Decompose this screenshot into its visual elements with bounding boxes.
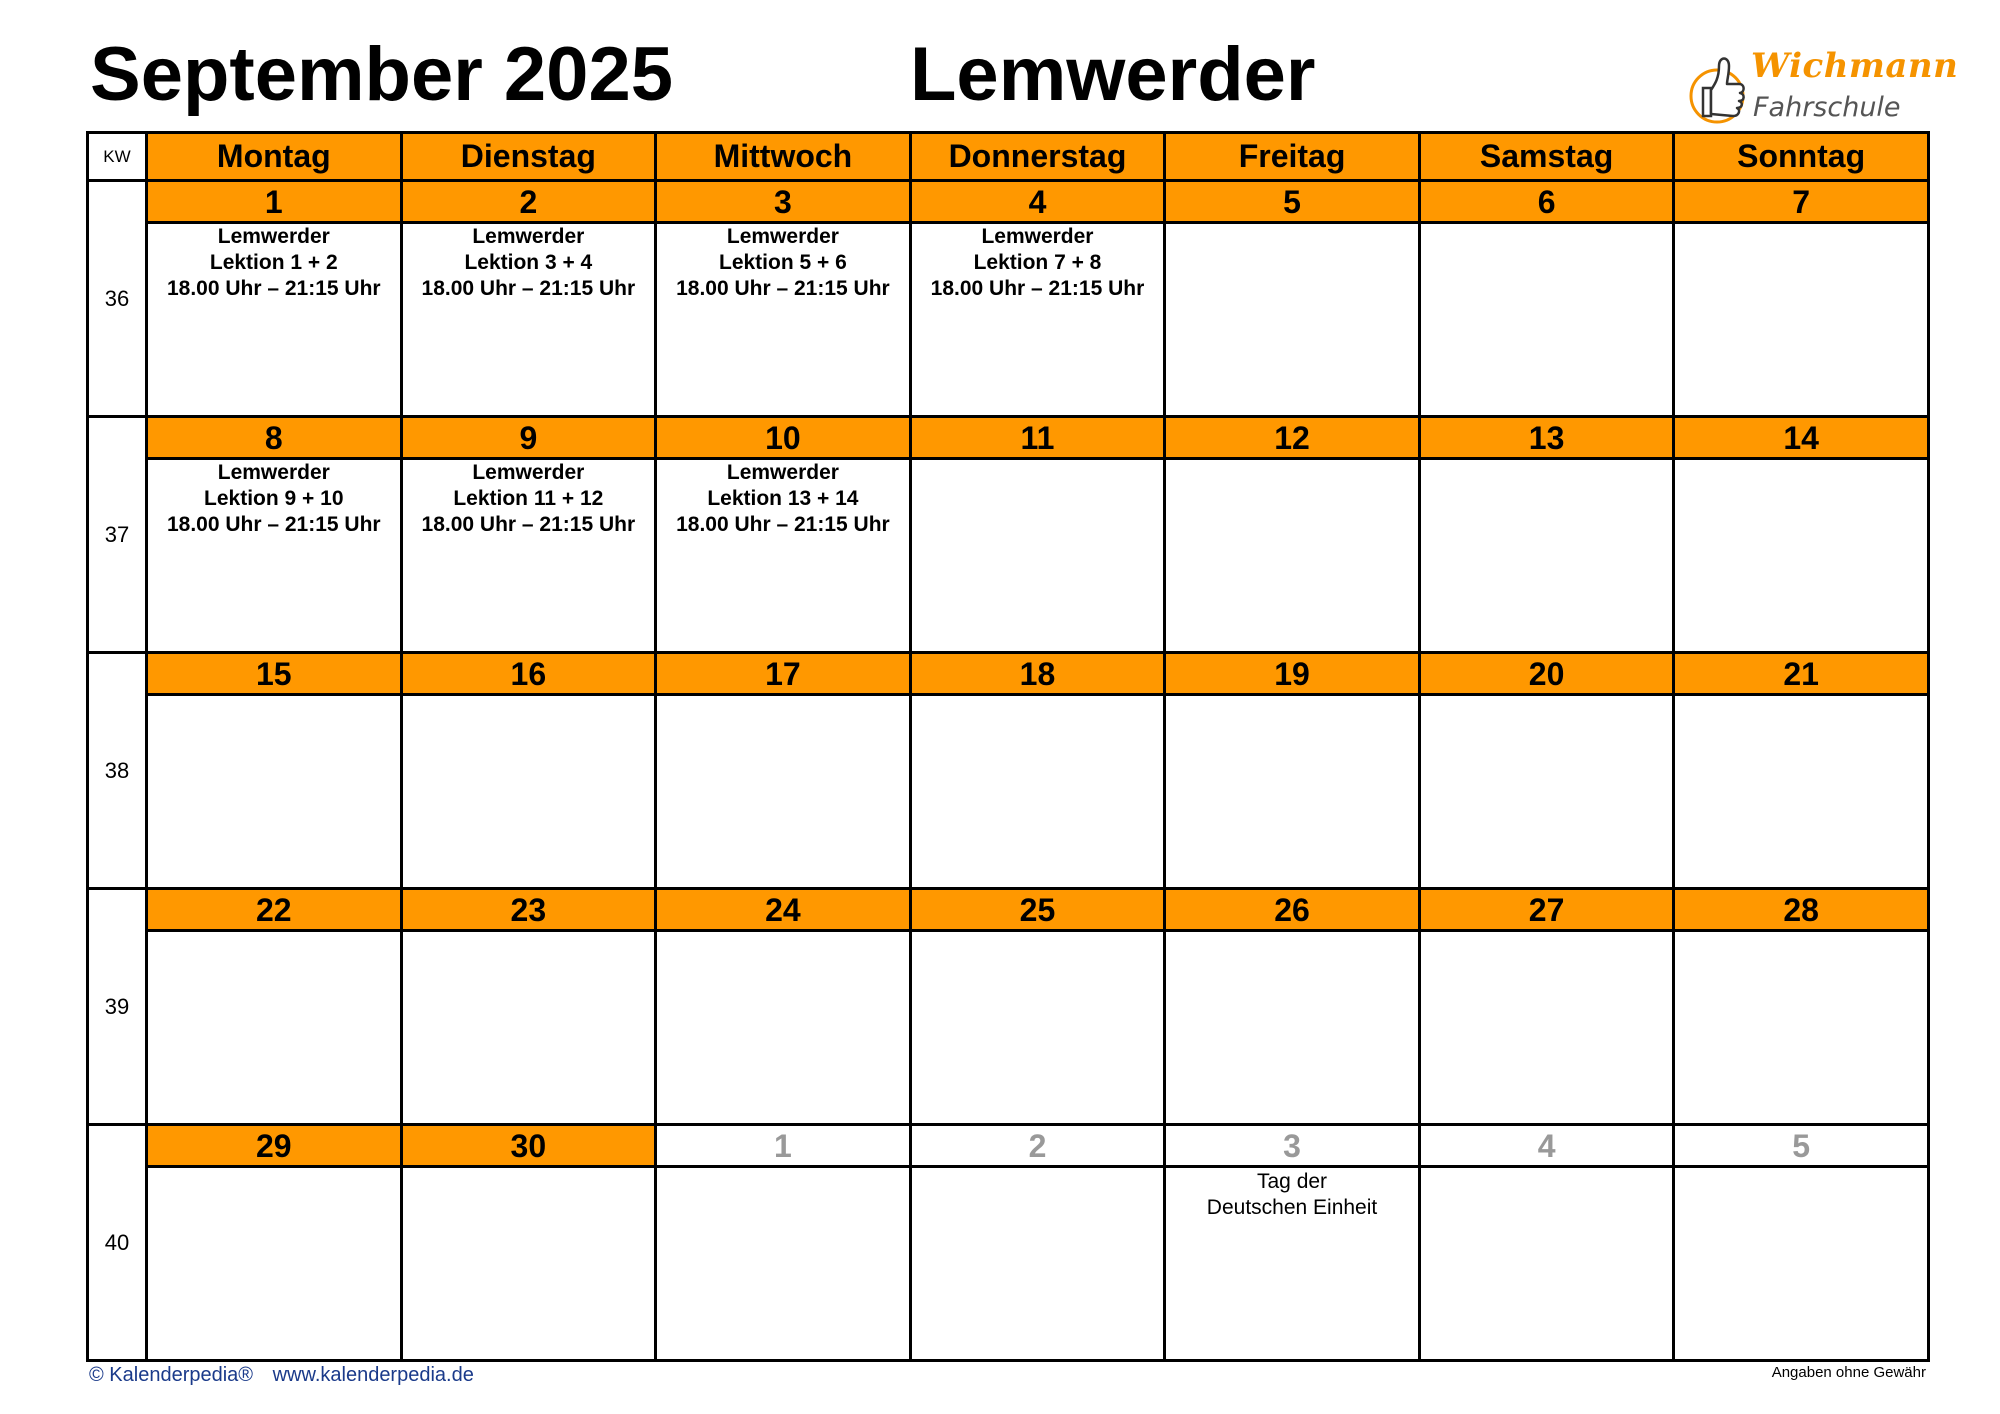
day-cell (656, 1167, 911, 1361)
date-number: 8 (147, 417, 402, 459)
date-number: 4 (910, 181, 1165, 223)
event-line: Lektion 7 + 8 (973, 251, 1102, 274)
day-cell (656, 931, 911, 1125)
month-title: September 2025 (90, 32, 673, 117)
logo-subtitle: Fahrschule (1753, 92, 1901, 123)
date-number: 24 (656, 889, 911, 931)
day-content-row (88, 223, 1929, 417)
day-content-row (88, 459, 1929, 653)
event-line: Lektion 1 + 2 (209, 251, 338, 274)
day-cell (1674, 1167, 1929, 1361)
date-number: 17 (656, 653, 911, 695)
event-line: 18.00 Uhr – 21:15 Uhr (166, 513, 381, 536)
day-cell (401, 459, 656, 653)
date-number: 27 (1419, 889, 1674, 931)
day-cell (1419, 695, 1674, 889)
day-cell (1419, 223, 1674, 417)
date-number-next-month: 3 (1165, 1125, 1420, 1167)
kw-header: KW (88, 133, 147, 181)
day-cell (1165, 695, 1420, 889)
event-line: Lektion 5 + 6 (719, 251, 847, 274)
calendar-week-number: 40 (88, 1125, 147, 1361)
day-cell (1165, 223, 1420, 417)
date-number-next-month: 2 (910, 1125, 1165, 1167)
event-line: 18.00 Uhr – 21:15 Uhr (166, 277, 381, 300)
logo-brand: Wichmann (1751, 46, 1959, 86)
weekday-header: Samstag (1419, 133, 1674, 181)
day-cell (1165, 931, 1420, 1125)
event-line: Lemwerder (472, 461, 585, 484)
day-cell (1674, 695, 1929, 889)
date-number-next-month: 5 (1674, 1125, 1929, 1167)
day-cell (147, 459, 402, 653)
date-number: 14 (1674, 417, 1929, 459)
date-number: 19 (1165, 653, 1420, 695)
weekday-header: Mittwoch (656, 133, 911, 181)
date-number: 21 (1674, 653, 1929, 695)
day-content-row (88, 1167, 1929, 1361)
date-number: 22 (147, 889, 402, 931)
day-cell (1419, 1167, 1674, 1361)
event-line: Lemwerder (217, 225, 330, 248)
date-number: 26 (1165, 889, 1420, 931)
date-number: 9 (401, 417, 656, 459)
date-number: 20 (1419, 653, 1674, 695)
day-cell (910, 223, 1165, 417)
day-cell (401, 695, 656, 889)
date-number: 13 (1419, 417, 1674, 459)
event-line: 18.00 Uhr – 21:15 Uhr (676, 277, 890, 300)
weekday-header: Dienstag (401, 133, 656, 181)
date-number-row (88, 417, 1929, 459)
date-number-next-month: 1 (656, 1125, 911, 1167)
date-number-row (88, 181, 1929, 223)
calendar-grid (86, 131, 1930, 1362)
date-number: 16 (401, 653, 656, 695)
holiday-label: Tag der (1257, 1170, 1328, 1193)
day-cell (1674, 223, 1929, 417)
day-cell (910, 459, 1165, 653)
day-cell (1165, 459, 1420, 653)
event-line: 18.00 Uhr – 21:15 Uhr (676, 513, 890, 536)
date-number-next-month: 4 (1419, 1125, 1674, 1167)
date-number: 5 (1165, 181, 1420, 223)
day-cell (910, 1167, 1165, 1361)
date-number-row (88, 1125, 1929, 1167)
weekday-header: Donnerstag (910, 133, 1165, 181)
event-line: 18.00 Uhr – 21:15 Uhr (421, 513, 636, 536)
event-line: Lemwerder (726, 461, 839, 484)
footer-credit (89, 1364, 488, 1387)
date-number-row (88, 889, 1929, 931)
date-number: 11 (910, 417, 1165, 459)
date-number: 18 (910, 653, 1165, 695)
footer-disclaimer: Angaben ohne Gewähr (1771, 1364, 1926, 1381)
date-number-row (88, 653, 1929, 695)
calendar-week-number: 38 (88, 653, 147, 889)
event-line: 18.00 Uhr – 21:15 Uhr (930, 277, 1145, 300)
footer-url-link[interactable]: www.kalenderpedia.de (272, 1364, 474, 1386)
day-cell (656, 459, 911, 653)
day-cell (1419, 931, 1674, 1125)
date-number: 7 (1674, 181, 1929, 223)
place-title: Lemwerder (910, 32, 1316, 117)
date-number: 23 (401, 889, 656, 931)
day-content-row (88, 931, 1929, 1125)
calendar-week-number: 36 (88, 181, 147, 417)
calendar-week-number: 37 (88, 417, 147, 653)
day-cell (147, 1167, 402, 1361)
day-cell (910, 695, 1165, 889)
day-cell (1674, 931, 1929, 1125)
weekday-header: Montag (147, 133, 402, 181)
date-number: 10 (656, 417, 911, 459)
date-number: 12 (1165, 417, 1420, 459)
day-cell (401, 931, 656, 1125)
event-line: Lemwerder (981, 225, 1094, 248)
day-cell (656, 695, 911, 889)
weekday-header: Sonntag (1674, 133, 1929, 181)
event-line: Lektion 13 + 14 (707, 487, 859, 510)
day-cell (1419, 459, 1674, 653)
day-cell (910, 931, 1165, 1125)
date-number: 3 (656, 181, 911, 223)
day-cell (147, 223, 402, 417)
event-line: Lektion 11 + 12 (453, 487, 604, 510)
fahrschule-logo (1685, 40, 1959, 135)
event-line: 18.00 Uhr – 21:15 Uhr (421, 277, 636, 300)
date-number: 25 (910, 889, 1165, 931)
date-number: 1 (147, 181, 402, 223)
date-number: 30 (401, 1125, 656, 1167)
date-number: 29 (147, 1125, 402, 1167)
holiday-label: Deutschen Einheit (1206, 1196, 1378, 1219)
calendar-week-number: 39 (88, 889, 147, 1125)
day-cell (1674, 459, 1929, 653)
day-content-row (88, 695, 1929, 889)
thumbs-up-icon (1685, 44, 1749, 130)
day-cell (147, 931, 402, 1125)
event-line: Lemwerder (726, 225, 839, 248)
day-cell (401, 1167, 656, 1361)
date-number: 15 (147, 653, 402, 695)
footer-copyright: © Kalenderpedia® (89, 1364, 254, 1386)
event-line: Lektion 9 + 10 (204, 487, 344, 510)
event-line: Lektion 3 + 4 (464, 251, 593, 274)
day-cell (656, 223, 911, 417)
date-number: 28 (1674, 889, 1929, 931)
event-line: Lemwerder (472, 225, 585, 248)
day-cell (147, 695, 402, 889)
weekday-header: Freitag (1165, 133, 1420, 181)
day-cell (401, 223, 656, 417)
date-number: 2 (401, 181, 656, 223)
event-line: Lemwerder (217, 461, 330, 484)
day-cell (1165, 1167, 1420, 1361)
date-number: 6 (1419, 181, 1674, 223)
weekday-header-row (88, 133, 1929, 181)
